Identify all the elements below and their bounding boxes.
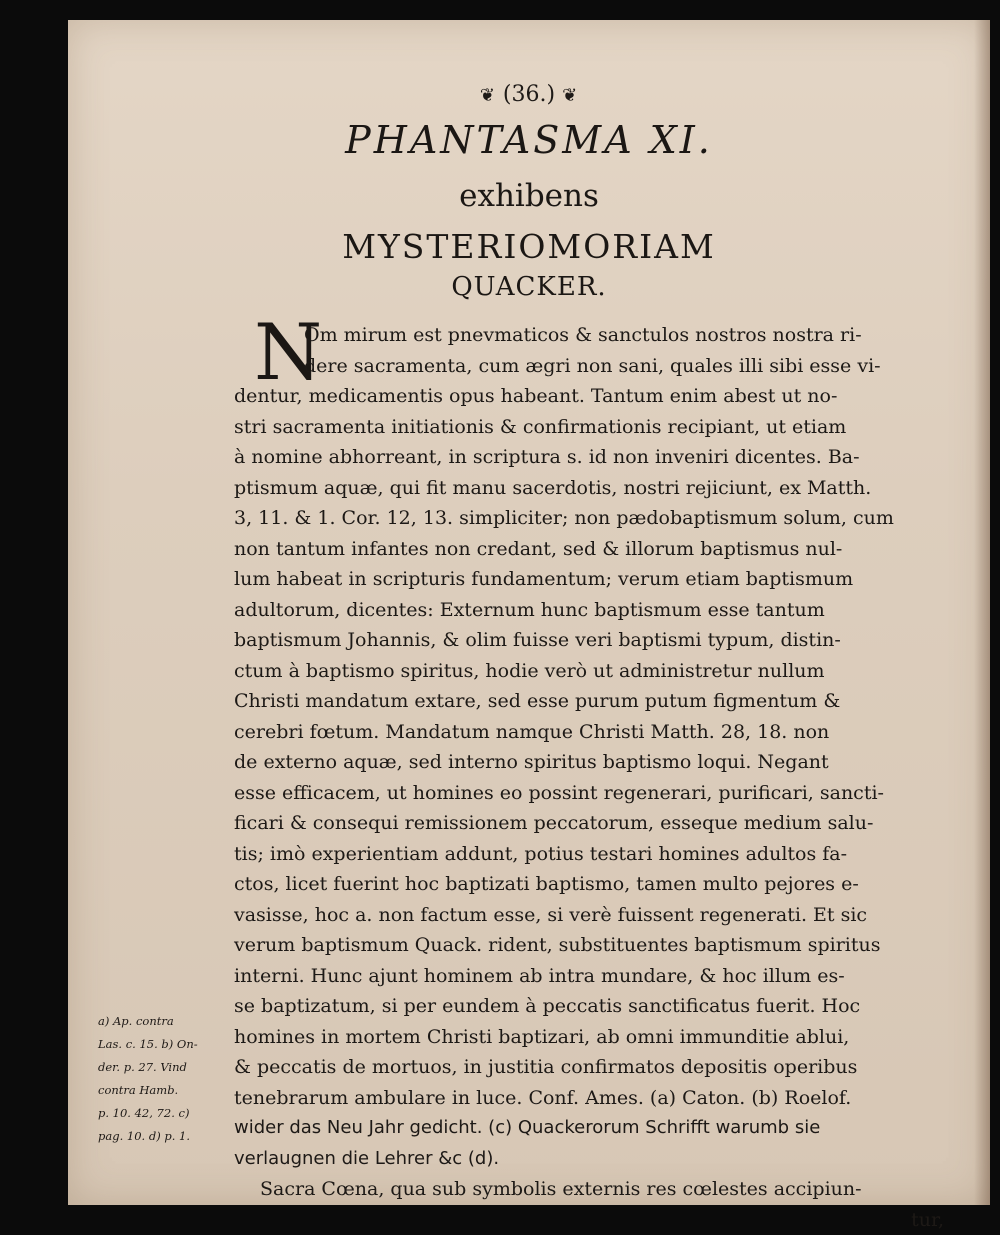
text-line: à nomine abhorreant, in scriptura s. id non inveniri dicentes. Ba-	[234, 442, 954, 473]
text-line-german: verlaugnen die Lehrer &c (d).	[234, 1144, 954, 1175]
text-line: cerebri fœtum. Mandatum namque Christi Matth. 28, 18. non	[234, 717, 954, 748]
text-line: vasisse, hoc a. non factum esse, si verè fuissent regenerati. Et sic	[234, 900, 954, 931]
text-line: de externo aquæ, sed interno spiritus baptismo loqui. Negant	[234, 747, 954, 778]
page-header	[68, 82, 990, 107]
text-line: Om mirum est pnevmaticos & sanctulos nostros nostra ri-	[234, 320, 954, 351]
text-line: ficari & consequi remissionem peccatorum, esseque medium salu-	[234, 808, 954, 839]
text-line: baptismum Johannis, & olim fuisse veri baptismi typum, distin-	[234, 625, 954, 656]
text-line: stri sacramenta initiationis & confirmationis recipiant, ut etiam	[234, 412, 954, 443]
text-line: adultorum, dicentes: Externum hunc baptismum esse tantum	[234, 595, 954, 626]
margin-notes	[98, 1010, 232, 1148]
margin-note: Las. c. 15. b) On-	[98, 1033, 232, 1056]
text-line: tenebrarum ambulare in luce. Conf. Ames. (a) Caton. (b) Roelof.	[234, 1083, 954, 1114]
text-line: dere sacramenta, cum ægri non sani, quales illi sibi esse vi-	[234, 351, 954, 382]
margin-note: pag. 10. d) p. 1.	[98, 1125, 232, 1148]
chapter-subtitle-quacker: QUACKER.	[68, 272, 990, 302]
ornament-left-icon: ❦	[480, 85, 496, 106]
text-line: dentur, medicamentis opus habeant. Tantum enim abest ut no-	[234, 381, 954, 412]
text-line-german: wider das Neu Jahr gedicht. (c) Quackerorum Schrifft warumb sie	[234, 1113, 954, 1144]
margin-note: der. p. 27. Vind	[98, 1056, 232, 1079]
book-page	[68, 20, 990, 1205]
text-line: ctum à baptismo spiritus, hodie verò ut administretur nullum	[234, 656, 954, 687]
ornament-right-icon: ❦	[562, 85, 578, 106]
margin-note: contra Hamb.	[98, 1079, 232, 1102]
drop-capital: N	[254, 314, 322, 392]
margin-note: p. 10. 42, 72. c)	[98, 1102, 232, 1125]
text-line: homines in mortem Christi baptizari, ab omni immunditie ablui,	[234, 1022, 954, 1053]
text-line: ptismum aquæ, qui fit manu sacerdotis, nostri rejiciunt, ex Matth.	[234, 473, 954, 504]
text-line: Christi mandatum extare, sed esse purum putum figmentum &	[234, 686, 954, 717]
text-line: verum baptismum Quack. rident, substituentes baptismum spiritus	[234, 930, 954, 961]
text-line: se baptizatum, si per eundem à peccatis sanctificatus fuerit. Hoc	[234, 991, 954, 1022]
text-line: & peccatis de mortuos, in justitia confirmatos depositis operibus	[234, 1052, 954, 1083]
margin-note: a) Ap. contra	[98, 1010, 232, 1033]
text-line: Sacra Cœna, qua sub symbolis externis res cœlestes accipiun-	[234, 1174, 954, 1205]
catchword: tur,	[234, 1205, 954, 1235]
text-line: interni. Hunc ajunt hominem ab intra mundare, & hoc illum es-	[234, 961, 954, 992]
text-line: 3, 11. & 1. Cor. 12, 13. simpliciter; non pædobaptismum solum, cum	[234, 503, 954, 534]
text-line: ctos, licet fuerint hoc baptizati baptismo, tamen multo pejores e-	[234, 869, 954, 900]
text-line: non tantum infantes non credant, sed & illorum baptismus nul-	[234, 534, 954, 565]
text-line: tis; imò experientiam addunt, potius testari homines adultos fa-	[234, 839, 954, 870]
text-line: lum habeat in scripturis fundamentum; verum etiam baptismum	[234, 564, 954, 595]
chapter-subtitle-exhibens: exhibens	[68, 178, 990, 214]
text-line: esse efficacem, ut homines eo possint regenerari, purificari, sancti-	[234, 778, 954, 809]
chapter-title: PHANTASMA XI.	[68, 118, 990, 162]
body-text	[234, 320, 954, 1235]
chapter-subtitle-mysteriomoriam: MYSTERIOMORIAM	[68, 227, 990, 266]
page-number: (36.)	[503, 82, 555, 107]
